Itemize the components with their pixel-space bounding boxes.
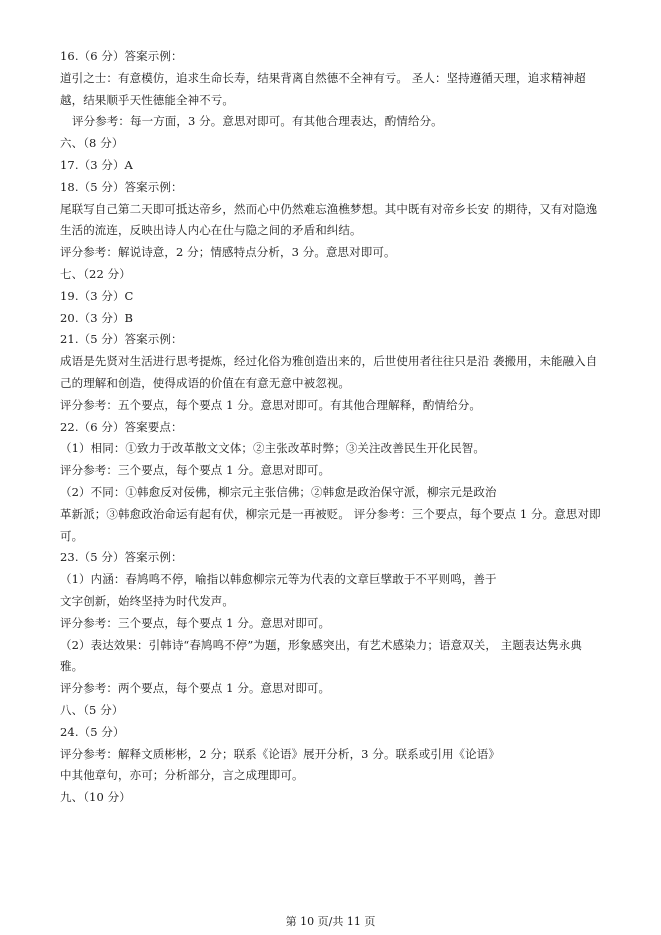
answer-point: （2）表达效果：引韩诗“春鸠鸣不停”为题，形象感突出，有艺术感染力；语意双关， 主题表达隽永典 bbox=[60, 637, 582, 652]
answer-text: 越，结果顺乎天性德能全神不亏。 bbox=[60, 92, 234, 107]
question-21-header: 21.（5 分）答案示例： bbox=[60, 332, 183, 347]
scoring-note: 评分参考：五个要点，每个要点 1 分。意思对即可。有其他合理解释，酌情给分。 bbox=[60, 397, 481, 412]
answer-text: 道引之士：有意模仿，追求生命长寿，结果背离自然德不全神有亏。 圣人：坚持遵循天理，追求精神超 bbox=[60, 70, 586, 85]
answer-point: （1）内涵：春鸠鸣不停，喻指以韩愈柳宗元等为代表的文章巨擘敢于不平则鸣，善于 bbox=[60, 572, 497, 587]
question-19-answer: 19.（3 分）C bbox=[60, 288, 134, 303]
question-16-header: 16.（6 分）答案示例： bbox=[60, 49, 183, 63]
scoring-note: 评分参考：三个要点，每个要点 1 分。意思对即可。 bbox=[60, 463, 331, 478]
scoring-note: 评分参考：两个要点，每个要点 1 分。意思对即可。 bbox=[60, 681, 331, 696]
answer-text: 雅。 bbox=[60, 659, 84, 674]
answer-text: 己的理解和创造，使得成语的价值在有意无意中被忽视。 bbox=[60, 375, 350, 390]
answer-text: 生活的流连，反映出诗人内心在仕与隐之间的矛盾和纠结。 bbox=[60, 223, 362, 238]
question-24-header: 24.（5 分） bbox=[60, 724, 125, 739]
section-heading-7: 七、（22 分） bbox=[60, 266, 131, 281]
scoring-note: 评分参考：解说诗意，2 分；情感特点分析，3 分。意思对即可。 bbox=[60, 245, 396, 260]
scoring-note: 评分参考：解释文质彬彬，2 分；联系《论语》展开分析，3 分。联系或引用《论语》 bbox=[60, 746, 500, 761]
question-17-answer: 17.（3 分）A bbox=[60, 157, 133, 172]
page-number-footer: 第 10 页/共 11 页 bbox=[285, 915, 376, 928]
answer-text: 文字创新，始终坚持为时代发声。 bbox=[60, 593, 234, 608]
answer-text: 可。 bbox=[60, 528, 84, 543]
question-20-answer: 20.（3 分）B bbox=[60, 310, 134, 325]
answer-text: 成语是先贤对生活进行思考提炼，经过化俗为雅创造出来的，后世使用者往往只是沿 袭搬用，未能融入自 bbox=[60, 354, 598, 369]
page-body bbox=[60, 49, 615, 812]
section-heading-8: 八、（5 分） bbox=[60, 702, 124, 717]
question-23-header: 23.（5 分）答案示例： bbox=[60, 550, 183, 565]
answer-text: 革新派；③韩愈政治命运有起有伏，柳宗元是一再被贬。 评分参考：三个要点，每个要点 1 分。意思对即 bbox=[60, 506, 601, 521]
question-22-header: 22.（6 分）答案要点： bbox=[60, 419, 183, 434]
scoring-note: 评分参考：三个要点，每个要点 1 分。意思对即可。 bbox=[60, 615, 331, 630]
section-heading-9: 九、（10 分） bbox=[60, 790, 131, 805]
answer-text: 中其他章句，亦可；分析部分，言之成理即可。 bbox=[60, 768, 304, 783]
answer-point: （2）不同：①韩愈反对佞佛，柳宗元主张信佛；②韩愈是政治保守派，柳宗元是政治 bbox=[60, 484, 497, 499]
scoring-note: 评分参考：每一方面，3 分。意思对即可。有其他合理表达，酌情给分。 bbox=[72, 114, 443, 129]
answer-text: 尾联写自己第二天即可抵达帝乡，然而心中仍然难忘渔樵梦想。其中既有对帝乡长安 的期待，又有对隐逸 bbox=[60, 201, 598, 216]
section-heading-6: 六、（8 分） bbox=[60, 136, 124, 151]
answer-point: （1）相同：①致力于改革散文文体；②主张改革时弊；③关注改善民生开化民智。 bbox=[60, 441, 486, 456]
question-18-header: 18.（5 分）答案示例： bbox=[60, 179, 183, 194]
